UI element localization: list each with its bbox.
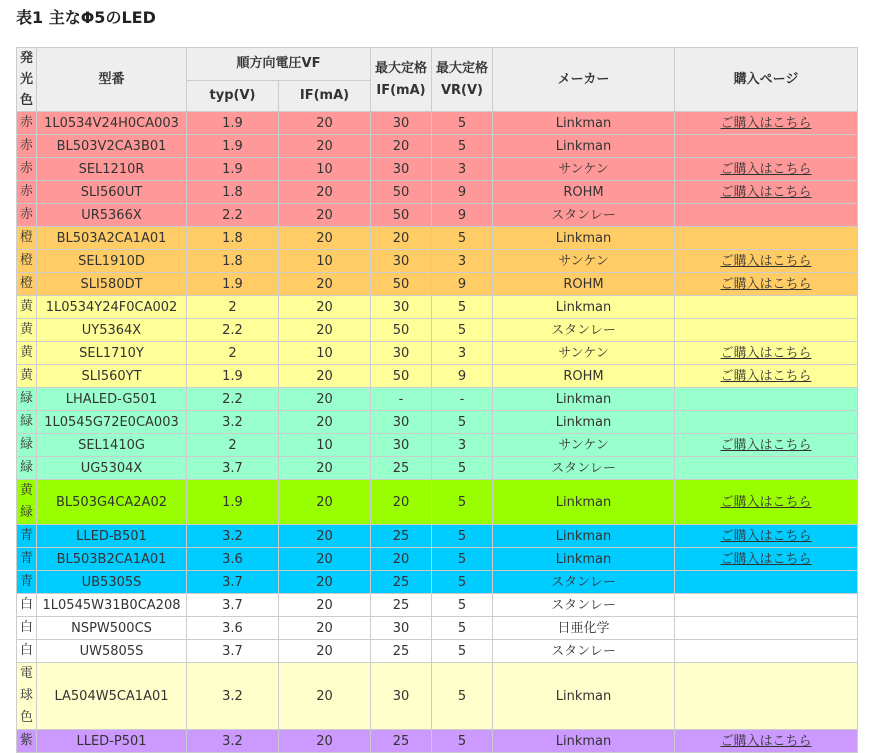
cell-max-if: 20: [371, 480, 432, 525]
cell-purchase: [675, 640, 858, 663]
cell-maker: ROHM: [493, 365, 675, 388]
page-title: 表1 主なΦ5のLED: [16, 8, 156, 27]
cell-max-if: 20: [371, 135, 432, 158]
cell-max-if: 30: [371, 112, 432, 135]
header-purchase: 購入ページ: [675, 48, 858, 112]
cell-typ: 3.6: [187, 548, 279, 571]
table-row: [17, 365, 858, 388]
cell-if: 20: [279, 525, 371, 548]
cell-typ: 1.9: [187, 158, 279, 181]
table-row: [17, 730, 858, 753]
cell-color: 白: [17, 594, 37, 617]
cell-maker: サンケン: [493, 342, 675, 365]
cell-color: 赤: [17, 181, 37, 204]
table-body: [17, 112, 858, 753]
table-row: [17, 204, 858, 227]
cell-typ: 2: [187, 296, 279, 319]
table-row: [17, 457, 858, 480]
cell-typ: 3.2: [187, 663, 279, 730]
cell-max-vr: 9: [432, 181, 493, 204]
cell-max-vr: 3: [432, 250, 493, 273]
cell-model: SLI560UT: [37, 181, 187, 204]
cell-if: 20: [279, 181, 371, 204]
purchase-link[interactable]: ご購入はこちら: [720, 494, 812, 510]
table-row: [17, 135, 858, 158]
header-max-if: 最大定格IF(mA): [371, 48, 432, 112]
purchase-link[interactable]: ご購入はこちら: [720, 368, 812, 384]
cell-typ: 3.6: [187, 617, 279, 640]
cell-model: SLI580DT: [37, 273, 187, 296]
cell-model: UR5366X: [37, 204, 187, 227]
cell-max-vr: 5: [432, 480, 493, 525]
cell-model: 1L0534Y24F0CA002: [37, 296, 187, 319]
cell-max-vr: 3: [432, 342, 493, 365]
cell-if: 10: [279, 158, 371, 181]
cell-maker: Linkman: [493, 525, 675, 548]
cell-model: SEL1410G: [37, 434, 187, 457]
cell-model: SLI560YT: [37, 365, 187, 388]
cell-purchase: [675, 548, 858, 571]
cell-purchase: [675, 227, 858, 250]
cell-purchase: [675, 250, 858, 273]
cell-max-if: 20: [371, 227, 432, 250]
cell-max-if: 30: [371, 434, 432, 457]
cell-max-vr: 9: [432, 204, 493, 227]
cell-max-if: 25: [371, 640, 432, 663]
cell-if: 10: [279, 250, 371, 273]
cell-maker: Linkman: [493, 296, 675, 319]
cell-model: UG5304X: [37, 457, 187, 480]
cell-max-vr: 5: [432, 730, 493, 753]
cell-typ: 1.9: [187, 480, 279, 525]
table-row: [17, 594, 858, 617]
header-vf-group: 順方向電圧VF: [187, 48, 371, 81]
header-max-vr: 最大定格VR(V): [432, 48, 493, 112]
cell-model: LLED-P501: [37, 730, 187, 753]
cell-max-if: 30: [371, 342, 432, 365]
cell-max-vr: 5: [432, 411, 493, 434]
cell-model: BL503A2CA1A01: [37, 227, 187, 250]
cell-color: 赤: [17, 158, 37, 181]
cell-typ: 1.9: [187, 273, 279, 296]
cell-maker: ROHM: [493, 273, 675, 296]
cell-model: BL503G4CA2A02: [37, 480, 187, 525]
purchase-link[interactable]: ご購入はこちら: [720, 345, 812, 361]
cell-color: 黄緑: [17, 480, 37, 525]
cell-purchase: [675, 480, 858, 525]
table-row: [17, 411, 858, 434]
cell-if: 10: [279, 434, 371, 457]
table-row: [17, 296, 858, 319]
cell-max-if: 50: [371, 273, 432, 296]
table-row: [17, 112, 858, 135]
cell-purchase: [675, 594, 858, 617]
cell-color: 電球色: [17, 663, 37, 730]
cell-color: 黄: [17, 342, 37, 365]
cell-color: 白: [17, 640, 37, 663]
cell-typ: 1.9: [187, 135, 279, 158]
cell-typ: 3.7: [187, 640, 279, 663]
cell-maker: サンケン: [493, 250, 675, 273]
cell-typ: 2.2: [187, 319, 279, 342]
cell-color: 緑: [17, 411, 37, 434]
cell-typ: 1.8: [187, 181, 279, 204]
cell-typ: 1.8: [187, 227, 279, 250]
cell-color: 橙: [17, 273, 37, 296]
cell-maker: Linkman: [493, 227, 675, 250]
cell-typ: 3.2: [187, 525, 279, 548]
cell-purchase: [675, 273, 858, 296]
cell-color: 黄: [17, 365, 37, 388]
cell-typ: 3.2: [187, 411, 279, 434]
cell-if: 20: [279, 411, 371, 434]
cell-max-if: 50: [371, 365, 432, 388]
cell-max-if: 25: [371, 457, 432, 480]
cell-purchase: [675, 365, 858, 388]
purchase-link[interactable]: ご購入はこちら: [720, 184, 812, 200]
cell-max-vr: 5: [432, 617, 493, 640]
table-row: [17, 158, 858, 181]
header-model: 型番: [37, 48, 187, 112]
cell-max-vr: 3: [432, 434, 493, 457]
cell-model: 1L0545W31B0CA208: [37, 594, 187, 617]
cell-max-vr: 5: [432, 663, 493, 730]
cell-maker: Linkman: [493, 112, 675, 135]
cell-max-vr: 5: [432, 296, 493, 319]
cell-purchase: [675, 571, 858, 594]
cell-if: 20: [279, 365, 371, 388]
cell-color: 赤: [17, 135, 37, 158]
table-row: [17, 181, 858, 204]
cell-if: 20: [279, 594, 371, 617]
cell-maker: Linkman: [493, 548, 675, 571]
table-row: [17, 571, 858, 594]
cell-if: 20: [279, 663, 371, 730]
cell-max-if: 25: [371, 730, 432, 753]
cell-purchase: [675, 204, 858, 227]
purchase-link[interactable]: ご購入はこちら: [720, 161, 812, 177]
cell-color: 緑: [17, 388, 37, 411]
cell-color: 黄: [17, 319, 37, 342]
cell-maker: スタンレー: [493, 640, 675, 663]
table-row: [17, 319, 858, 342]
cell-typ: 3.7: [187, 594, 279, 617]
cell-maker: Linkman: [493, 135, 675, 158]
cell-max-if: 30: [371, 411, 432, 434]
header-maker: メーカー: [493, 48, 675, 112]
cell-maker: ROHM: [493, 181, 675, 204]
cell-color: 赤: [17, 112, 37, 135]
cell-if: 20: [279, 388, 371, 411]
cell-model: UW5805S: [37, 640, 187, 663]
cell-if: 20: [279, 571, 371, 594]
header-color: [17, 48, 37, 112]
cell-typ: 3.7: [187, 457, 279, 480]
cell-purchase: [675, 525, 858, 548]
cell-if: 20: [279, 457, 371, 480]
table-row: [17, 227, 858, 250]
cell-color: 緑: [17, 457, 37, 480]
cell-if: 20: [279, 480, 371, 525]
cell-max-vr: 5: [432, 227, 493, 250]
table-row: [17, 640, 858, 663]
cell-color: 白: [17, 617, 37, 640]
cell-max-if: 30: [371, 296, 432, 319]
cell-if: 20: [279, 640, 371, 663]
cell-typ: 2.2: [187, 204, 279, 227]
cell-max-if: 25: [371, 594, 432, 617]
purchase-link[interactable]: ご購入はこちら: [720, 551, 812, 567]
cell-color: 赤: [17, 204, 37, 227]
cell-max-if: 25: [371, 571, 432, 594]
cell-max-vr: 5: [432, 457, 493, 480]
cell-if: 20: [279, 548, 371, 571]
cell-max-if: 50: [371, 181, 432, 204]
cell-purchase: [675, 181, 858, 204]
cell-max-vr: 9: [432, 365, 493, 388]
cell-max-vr: 5: [432, 548, 493, 571]
cell-if: 20: [279, 135, 371, 158]
cell-color: 橙: [17, 250, 37, 273]
table-row: [17, 434, 858, 457]
cell-model: UB5305S: [37, 571, 187, 594]
cell-typ: 1.9: [187, 112, 279, 135]
cell-max-vr: 3: [432, 158, 493, 181]
cell-typ: 2.2: [187, 388, 279, 411]
cell-if: 20: [279, 296, 371, 319]
cell-max-if: 25: [371, 525, 432, 548]
cell-purchase: [675, 135, 858, 158]
cell-max-vr: 9: [432, 273, 493, 296]
table-row: [17, 480, 858, 525]
cell-color: 黄: [17, 296, 37, 319]
cell-purchase: [675, 388, 858, 411]
table-row: [17, 617, 858, 640]
purchase-link[interactable]: ご購入はこちら: [720, 276, 812, 292]
cell-model: LA504W5CA1A01: [37, 663, 187, 730]
table-row: [17, 548, 858, 571]
cell-max-if: -: [371, 388, 432, 411]
cell-max-if: 30: [371, 158, 432, 181]
cell-maker: Linkman: [493, 663, 675, 730]
cell-if: 20: [279, 273, 371, 296]
cell-maker: スタンレー: [493, 457, 675, 480]
cell-color: 橙: [17, 227, 37, 250]
cell-model: BL503V2CA3B01: [37, 135, 187, 158]
cell-maker: Linkman: [493, 388, 675, 411]
cell-model: SEL1210R: [37, 158, 187, 181]
cell-max-vr: 5: [432, 112, 493, 135]
cell-typ: 2: [187, 434, 279, 457]
header-if: IF(mA): [279, 80, 371, 112]
purchase-link[interactable]: ご購入はこちら: [720, 733, 812, 749]
cell-model: SEL1710Y: [37, 342, 187, 365]
cell-maker: 日亜化学: [493, 617, 675, 640]
cell-max-if: 20: [371, 548, 432, 571]
cell-max-vr: 5: [432, 571, 493, 594]
header-color-label: 発光色: [19, 51, 33, 108]
cell-max-vr: -: [432, 388, 493, 411]
table-row: [17, 525, 858, 548]
cell-max-if: 30: [371, 250, 432, 273]
cell-model: 1L0545G72E0CA003: [37, 411, 187, 434]
cell-color: 青: [17, 548, 37, 571]
table-row: [17, 388, 858, 411]
cell-if: 10: [279, 342, 371, 365]
cell-model: SEL1910D: [37, 250, 187, 273]
purchase-link[interactable]: ご購入はこちら: [720, 253, 812, 269]
cell-model: 1L0534V24H0CA003: [37, 112, 187, 135]
cell-purchase: [675, 730, 858, 753]
led-table: [16, 47, 858, 753]
cell-purchase: [675, 411, 858, 434]
purchase-link[interactable]: ご購入はこちら: [720, 115, 812, 131]
cell-purchase: [675, 319, 858, 342]
cell-purchase: [675, 296, 858, 319]
cell-typ: 1.9: [187, 365, 279, 388]
purchase-link[interactable]: ご購入はこちら: [720, 437, 812, 453]
purchase-link[interactable]: ご購入はこちら: [720, 528, 812, 544]
cell-max-vr: 5: [432, 319, 493, 342]
cell-if: 20: [279, 730, 371, 753]
cell-if: 20: [279, 617, 371, 640]
cell-max-if: 30: [371, 617, 432, 640]
cell-max-vr: 5: [432, 525, 493, 548]
cell-purchase: [675, 617, 858, 640]
cell-purchase: [675, 457, 858, 480]
cell-maker: サンケン: [493, 158, 675, 181]
cell-purchase: [675, 112, 858, 135]
table-row: [17, 342, 858, 365]
table-row: [17, 250, 858, 273]
cell-color: 青: [17, 571, 37, 594]
cell-max-if: 50: [371, 204, 432, 227]
header-typ: typ(V): [187, 80, 279, 112]
cell-if: 20: [279, 227, 371, 250]
cell-color: 青: [17, 525, 37, 548]
cell-maker: Linkman: [493, 730, 675, 753]
cell-model: NSPW500CS: [37, 617, 187, 640]
cell-purchase: [675, 663, 858, 730]
cell-model: UY5364X: [37, 319, 187, 342]
cell-maker: スタンレー: [493, 204, 675, 227]
cell-model: LHALED-G501: [37, 388, 187, 411]
cell-max-vr: 5: [432, 594, 493, 617]
cell-if: 20: [279, 204, 371, 227]
cell-model: BL503B2CA1A01: [37, 548, 187, 571]
cell-max-vr: 5: [432, 135, 493, 158]
cell-color: 紫: [17, 730, 37, 753]
cell-purchase: [675, 342, 858, 365]
cell-purchase: [675, 158, 858, 181]
cell-maker: スタンレー: [493, 571, 675, 594]
cell-maker: サンケン: [493, 434, 675, 457]
cell-maker: Linkman: [493, 411, 675, 434]
cell-if: 20: [279, 319, 371, 342]
cell-if: 20: [279, 112, 371, 135]
cell-maker: スタンレー: [493, 319, 675, 342]
cell-purchase: [675, 434, 858, 457]
cell-max-if: 30: [371, 663, 432, 730]
table-row: [17, 273, 858, 296]
cell-color: 緑: [17, 434, 37, 457]
table-row: [17, 663, 858, 730]
cell-maker: Linkman: [493, 480, 675, 525]
cell-model: LLED-B501: [37, 525, 187, 548]
cell-max-if: 50: [371, 319, 432, 342]
cell-typ: 2: [187, 342, 279, 365]
cell-typ: 3.2: [187, 730, 279, 753]
cell-typ: 3.7: [187, 571, 279, 594]
cell-typ: 1.8: [187, 250, 279, 273]
cell-maker: スタンレー: [493, 594, 675, 617]
cell-max-vr: 5: [432, 640, 493, 663]
